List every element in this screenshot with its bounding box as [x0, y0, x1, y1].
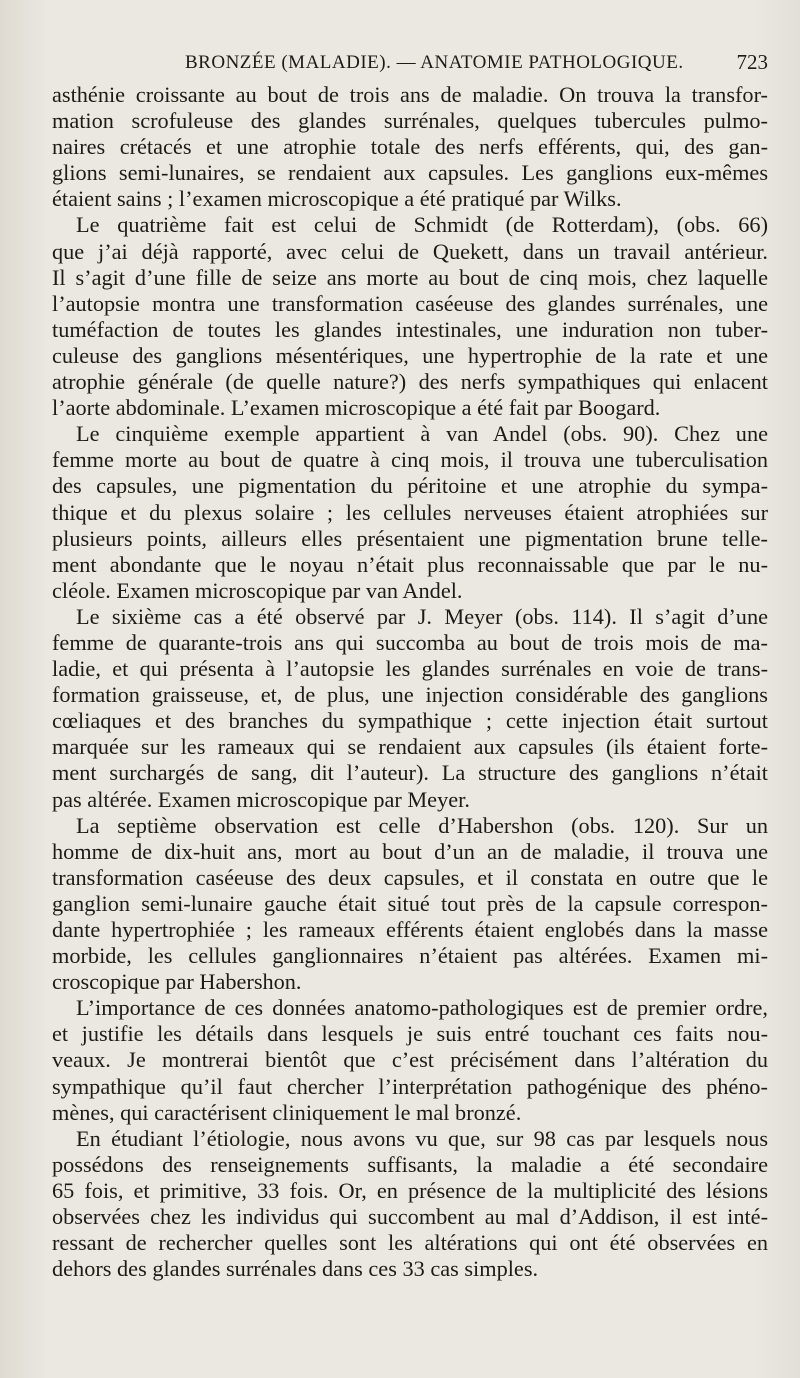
text-line: morbide, les cellules ganglionnaires n’étaient pas altérées. Examen mi-	[52, 943, 768, 969]
text-line: l’aorte abdominale. L’examen microscopique a été fait par Boogard.	[52, 395, 661, 421]
text-line: cléole. Examen microscopique par van Andel.	[52, 577, 463, 603]
paragraph	[52, 604, 768, 813]
text-line: transformation caséeuse des deux capsules, et il constata en outre que le	[52, 864, 768, 890]
text-line: dehors des glandes surrénales dans ces 33 cas simples.	[52, 1256, 539, 1282]
text-line: ganglion semi-lunaire gauche était situé tout près de la capsule correspon-	[52, 890, 768, 916]
text-line: ment abondante que le noyau n’était plus reconnaissable que par le nu-	[52, 551, 768, 577]
text-line: marquée sur les rameaux qui se rendaient aux capsules (ils étaient forte-	[52, 734, 768, 760]
text-line: atrophie générale (de quelle nature?) des nerfs sympathiques qui enlacent	[52, 369, 768, 395]
page-header	[52, 46, 768, 82]
text-line: asthénie croissante au bout de trois ans de maladie. On trouva la transfor-	[52, 82, 768, 107]
page-number: 723	[736, 50, 768, 74]
text-line: Le quatrième fait est celui de Schmidt (de Rotterdam), (obs. 66)	[76, 212, 768, 238]
text-line: Le cinquième exemple appartient à van Andel (obs. 90). Chez une	[76, 421, 768, 447]
paragraph	[52, 813, 768, 996]
text-line: mation scrofuleuse des glandes surrénales, quelques tubercules pulmo-	[52, 108, 768, 134]
text-line: ladie, et qui présenta à l’autopsie les glandes surrénales en voie de trans-	[52, 656, 768, 682]
text-line: homme de dix-huit ans, mort au bout d’un an de maladie, il trouva une	[52, 838, 768, 864]
text-line: ment surchargés de sang, dit l’auteur). La structure des ganglions n’était	[52, 760, 768, 786]
text-line: pas altérée. Examen microscopique par Meyer.	[52, 786, 470, 812]
text-line: observées chez les individus qui succombent au mal d’Addison, il est inté-	[52, 1204, 768, 1230]
text-line: femme de quarante-trois ans qui succomba au bout de trois mois de ma-	[52, 629, 768, 655]
text-line: dante hypertrophiée ; les rameaux efférents étaient englobés dans la masse	[52, 917, 768, 942]
paragraph	[52, 82, 768, 212]
paragraph	[52, 1126, 768, 1283]
text-line: naires crétacés et une atrophie totale des nerfs efférents, qui, des gan-	[52, 134, 768, 160]
text-line: mènes, qui caractérisent cliniquement le mal bronzé.	[52, 1099, 522, 1125]
text-line: 65 fois, et primitive, 33 fois. Or, en présence de la multiplicité des lésions	[52, 1177, 768, 1203]
text-line: et justifie les détails dans lesquels je suis entré touchant ces faits nou-	[52, 1021, 768, 1047]
paragraph	[52, 421, 768, 604]
text-line: ressant de rechercher quelles sont les altérations qui ont été observées en	[52, 1230, 768, 1256]
text-line: plusieurs points, ailleurs elles présentaient une pigmentation brune telle-	[52, 525, 768, 551]
text-line: des capsules, une pigmentation du péritoine et une atrophie du sympa-	[52, 473, 768, 499]
paragraph	[52, 995, 768, 1125]
text-line: l’autopsie montra une transformation caséeuse des glandes surrénales, une	[52, 290, 768, 316]
paragraph	[52, 212, 768, 421]
text-line: La septième observation est celle d’Habershon (obs. 120). Sur un	[76, 812, 768, 838]
text-line: glions semi-lunaires, se rendaient aux capsules. Les ganglions eux-mêmes	[52, 160, 768, 186]
text-line: cœliaques et des branches du sympathique ; cette injection était surtout	[52, 708, 768, 734]
running-head: BRONZÉE (MALADIE). — ANATOMIE PATHOLOGIQUE.	[185, 52, 684, 73]
text-line: Il s’agit d’une fille de seize ans morte au bout de cinq mois, chez laquelle	[52, 264, 768, 290]
text-line: croscopique par Habershon.	[52, 969, 302, 995]
text-line: Le sixième cas a été observé par J. Meyer (obs. 114). Il s’agit d’une	[76, 603, 768, 629]
text-line: possédons des renseignements suffisants, la maladie a été secondaire	[52, 1151, 768, 1177]
text-line: En étudiant l’étiologie, nous avons vu que, sur 98 cas par lesquels nous	[76, 1125, 768, 1151]
text-line: étaient sains ; l’examen microscopique a été pratiqué par Wilks.	[52, 186, 622, 212]
text-line: tuméfaction de toutes les glandes intestinales, une induration non tuber-	[52, 316, 768, 342]
text-line: sympathique qu’il faut chercher l’interprétation pathogénique des phéno-	[52, 1073, 768, 1099]
text-line: culeuse des ganglions mésentériques, une hypertrophie de la rate et une	[52, 342, 768, 368]
text-line: que j’ai déjà rapporté, avec celui de Quekett, dans un travail antérieur.	[52, 238, 768, 264]
text-line: thique et du plexus solaire ; les cellules nerveuses étaient atrophiées sur	[52, 499, 768, 525]
text-line: femme morte au bout de quatre à cinq mois, il trouva une tuberculisation	[52, 447, 768, 473]
text-line: L’importance de ces données anatomo-pathologiques est de premier ordre,	[76, 995, 768, 1021]
text-line: formation graisseuse, et, de plus, une injection considérable des ganglions	[52, 682, 768, 708]
body-text	[52, 82, 768, 1282]
text-line: veaux. Je montrerai bientôt que c’est précisément dans l’altération du	[52, 1047, 768, 1073]
